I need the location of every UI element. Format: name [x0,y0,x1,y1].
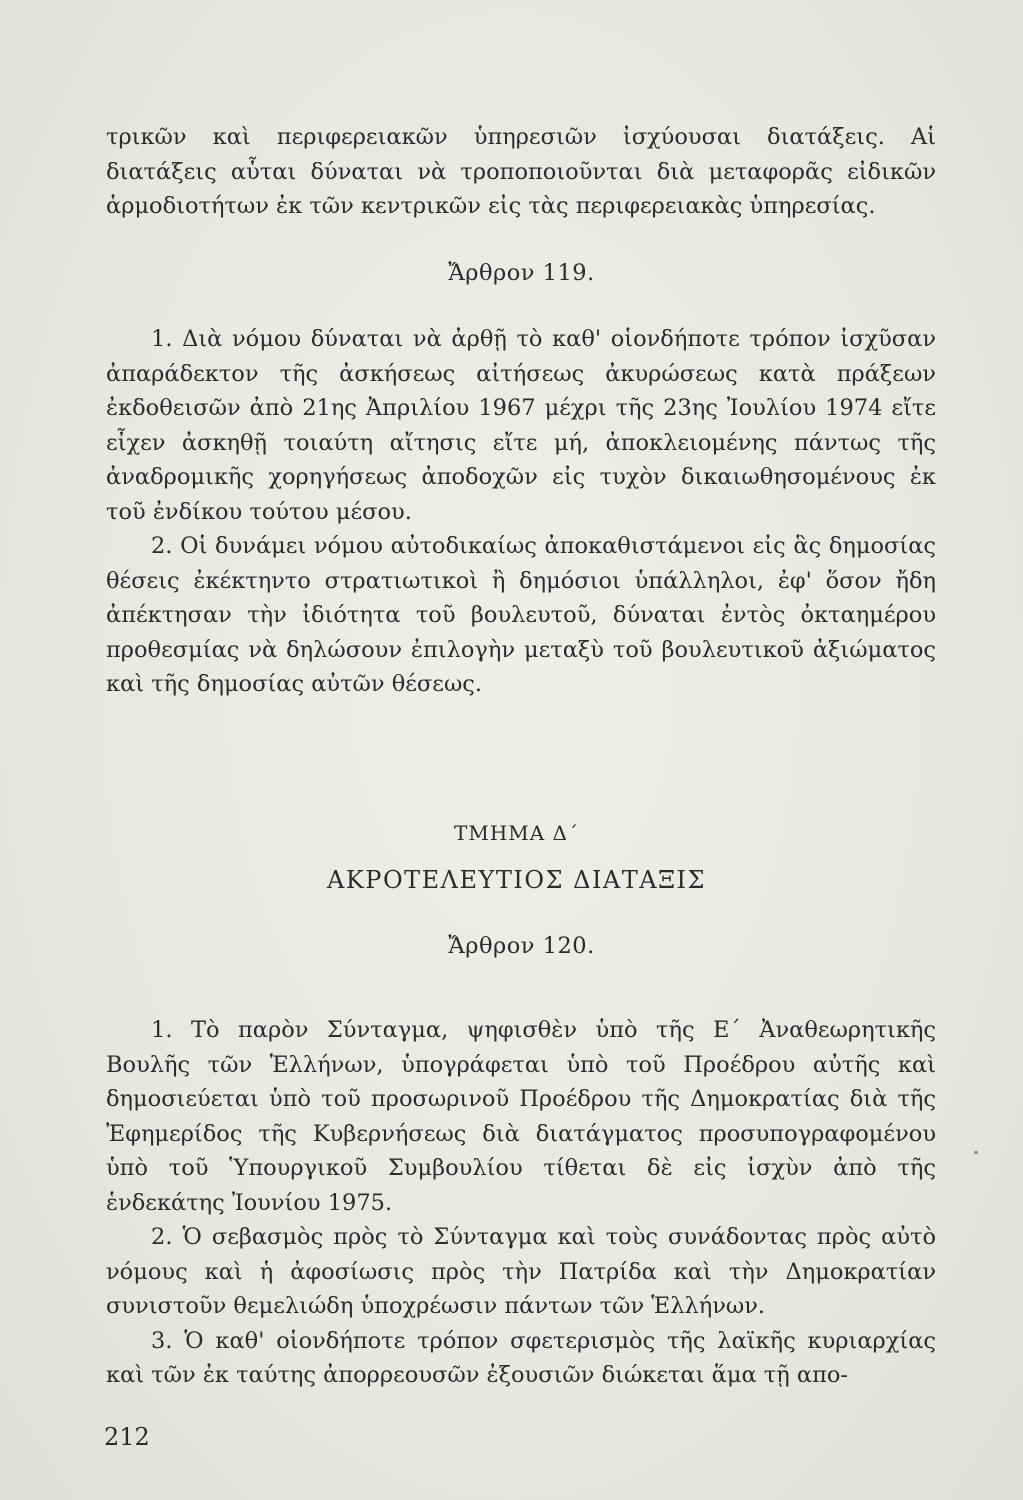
article-120-heading: Ἄρθρον 120. [448,933,595,959]
article-119-body [106,322,936,702]
article-119-paragraph-2: 2. Οἱ δυνάμει νόμου αὐτοδικαίως ἀποκαθιστάμενοι εἰς ἃς δημοσίας θέσεις ἐκέκτηντο στρατιωτικοὶ ἢ δημόσιοι ὑπάλληλοι, ἐφ' ὅσον ἤδη ἀπέκτησαν τὴν ἰδιότητα τοῦ βουλευτοῦ, δύναται ἐντὸς ὀκταημέρου προθεσμίας νὰ δηλώσουν ἐπιλογὴν μεταξὺ τοῦ βουλευτικοῦ ἀξιώματος καὶ τῆς δημοσίας αὐτῶν θέσεως. [106,533,936,697]
section-title: ΤΜΗΜΑ Δ΄ [454,821,579,845]
article-119-heading: Ἄρθρον 119. [448,260,595,286]
article-120-paragraph-1: 1. Τὸ παρὸν Σύνταγμα, ψηφισθὲν ὑπὸ τῆς Ε΄ Ἀναθεωρητικῆς Βουλῆς τῶν Ἑλλήνων, ὑπογράφεται ὑπὸ τοῦ Προέδρου αὐτῆς καὶ δημοσιεύεται ὑπὸ τοῦ προσωρινοῦ Προέδρου τῆς Δημοκρατίας διὰ τῆς Ἐφημερίδος τῆς Κυβερνήσεως διὰ διατάγματος προσυπογραφομένου ὑπὸ τοῦ Ὑπουργικοῦ Συμβουλίου τίθεται δὲ εἰς ἰσχὺν ἀπὸ τῆς ἑνδεκάτης Ἰουνίου 1975. [106,1017,936,1216]
article-119-paragraph-1: 1. Διὰ νόμου δύναται νὰ ἀρθῇ τὸ καθ' οἱονδήποτε τρόπον ἰσχῦσαν ἀπαράδεκτον τῆς ἀσκήσεως αἰτήσεως ἀκυρώσεως κατὰ πράξεων ἐκδοθεισῶν ἀπὸ 21ης Ἀπριλίου 1967 μέχρι τῆς 23ης Ἰουλίου 1974 εἴτε εἶχεν ἀσκηθῇ τοιαύτη αἴτησις εἴτε μή, ἀποκλειομένης πάντως τῆς ἀναδρομικῆς χορηγήσεως ἀποδοχῶν εἰς τυχὸν δικαιωθησομένους ἐκ τοῦ ἐνδίκου τούτου μέσου. [106,326,936,525]
article-120-paragraph-2: 2. Ὁ σεβασμὸς πρὸς τὸ Σύνταγμα καὶ τοὺς συνάδοντας πρὸς αὐτὸ νόμους καὶ ἡ ἀφοσίωσις πρὸς τὴν Πατρίδα καὶ τὴν Δημοκρατίαν συνιστοῦν θεμελιώδη ὑποχρέωσιν πάντων τῶν Ἑλλήνων. [106,1224,936,1319]
continuation-paragraph [106,120,936,224]
article-120-body [106,1013,936,1393]
article-120-paragraph-3: 3. Ὁ καθ' οἱονδήποτε τρόπον σφετερισμὸς τῆς λαϊκῆς κυριαρχίας καὶ τῶν ἐκ ταύτης ἀπορρεουσῶν ἐξουσιῶν διώκεται ἅμα τῇ απο- [106,1327,936,1388]
section-subtitle: ΑΚΡΟΤΕΛΕΥΤΙΟΣ ΔΙΑΤΑΞΙΣ [327,866,706,894]
paragraph: τρικῶν καὶ περιφερειακῶν ὑπηρεσιῶν ἰσχύουσαι διατάξεις. Αἱ διατάξεις αὗται δύναται νὰ τροποποιοῦνται διὰ μεταφορᾶς εἰδικῶν ἁρμοδιοτήτων ἐκ τῶν κεντρικῶν εἰς τὰς περιφερειακὰς ὑπηρεσίας. [106,124,936,219]
paper-speck [974,1151,978,1154]
page-number: 212 [104,1423,150,1451]
